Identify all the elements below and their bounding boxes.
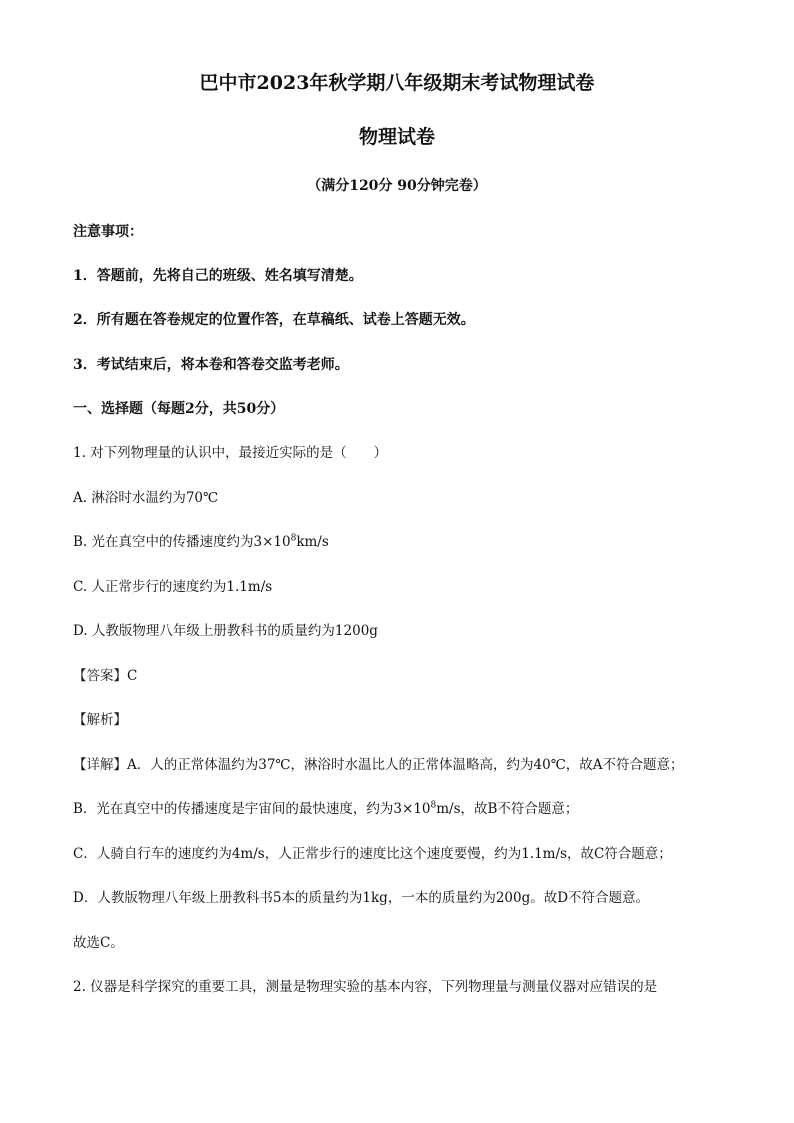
exam-title: 巴中市2023年秋学期八年级期末考试物理试卷 <box>199 72 595 94</box>
detail-c: C．人骑自行车的速度约为4m/s，人正常步行的速度比这个速度要慢，约为1.1m/s，故C符合题意； <box>73 846 672 862</box>
notice-item-3: 3．考试结束后，将本卷和答卷交监考老师。 <box>73 357 349 373</box>
question-1-option-c: C. 人正常步行的速度约为1.1m/s <box>73 579 273 595</box>
detail-a <box>73 755 684 775</box>
option-b-unit: km/s <box>296 534 329 550</box>
section-heading: 一、选择题（每题2分，共50分） <box>73 401 285 417</box>
analysis-tag: 【解析】 <box>73 712 127 728</box>
option-b-exponent: 8 <box>290 533 297 544</box>
detail-d: D．人教版物理八年级上册教科书5本的质量约为1kg，一本的质量约为200g。故D不符合题意。 <box>73 890 650 906</box>
detail-tag: 【详解】 <box>73 757 127 773</box>
question-1-option-a: A. 淋浴时水温约为70℃ <box>73 490 219 506</box>
detail-b-text: B．光在真空中的传播速度是宇宙间的最快速度，约为3×10 <box>73 801 431 817</box>
conclusion: 故选C。 <box>73 935 124 951</box>
question-1-stem: 1. 对下列物理量的认识中，最接近实际的是（ ） <box>73 445 388 461</box>
score-info: （满分120分 90分钟完卷） <box>307 178 487 194</box>
answer-value: C <box>127 668 138 684</box>
notice-item-2: 2．所有题在答卷规定的位置作答，在草稿纸、试卷上答题无效。 <box>73 312 475 328</box>
detail-b-tail: m/s，故B不符合题意； <box>436 801 579 817</box>
detail-b-exponent: 8 <box>430 800 437 811</box>
question-1-option-d: D. 人教版物理八年级上册教科书的质量约为1200g <box>73 623 378 639</box>
answer-tag: 【答案】 <box>73 668 127 684</box>
answer-line <box>73 666 137 686</box>
notice-heading: 注意事项： <box>73 224 143 240</box>
option-b-text: B. 光在真空中的传播速度约为3×10 <box>73 534 291 550</box>
detail-a-text: A．人的正常体温约为37℃，淋浴时水温比人的正常体温略高，约为40℃，故A不符合题意； <box>127 757 684 773</box>
notice-item-1: 1．答题前，先将自己的班级、姓名填写清楚。 <box>73 268 363 284</box>
detail-b <box>73 799 578 819</box>
question-1-option-b <box>73 532 329 552</box>
question-2-stem: 2. 仪器是科学探究的重要工具，测量是物理实验的基本内容，下列物理量与测量仪器对应错误的是 <box>73 979 658 995</box>
exam-subtitle: 物理试卷 <box>358 126 435 148</box>
